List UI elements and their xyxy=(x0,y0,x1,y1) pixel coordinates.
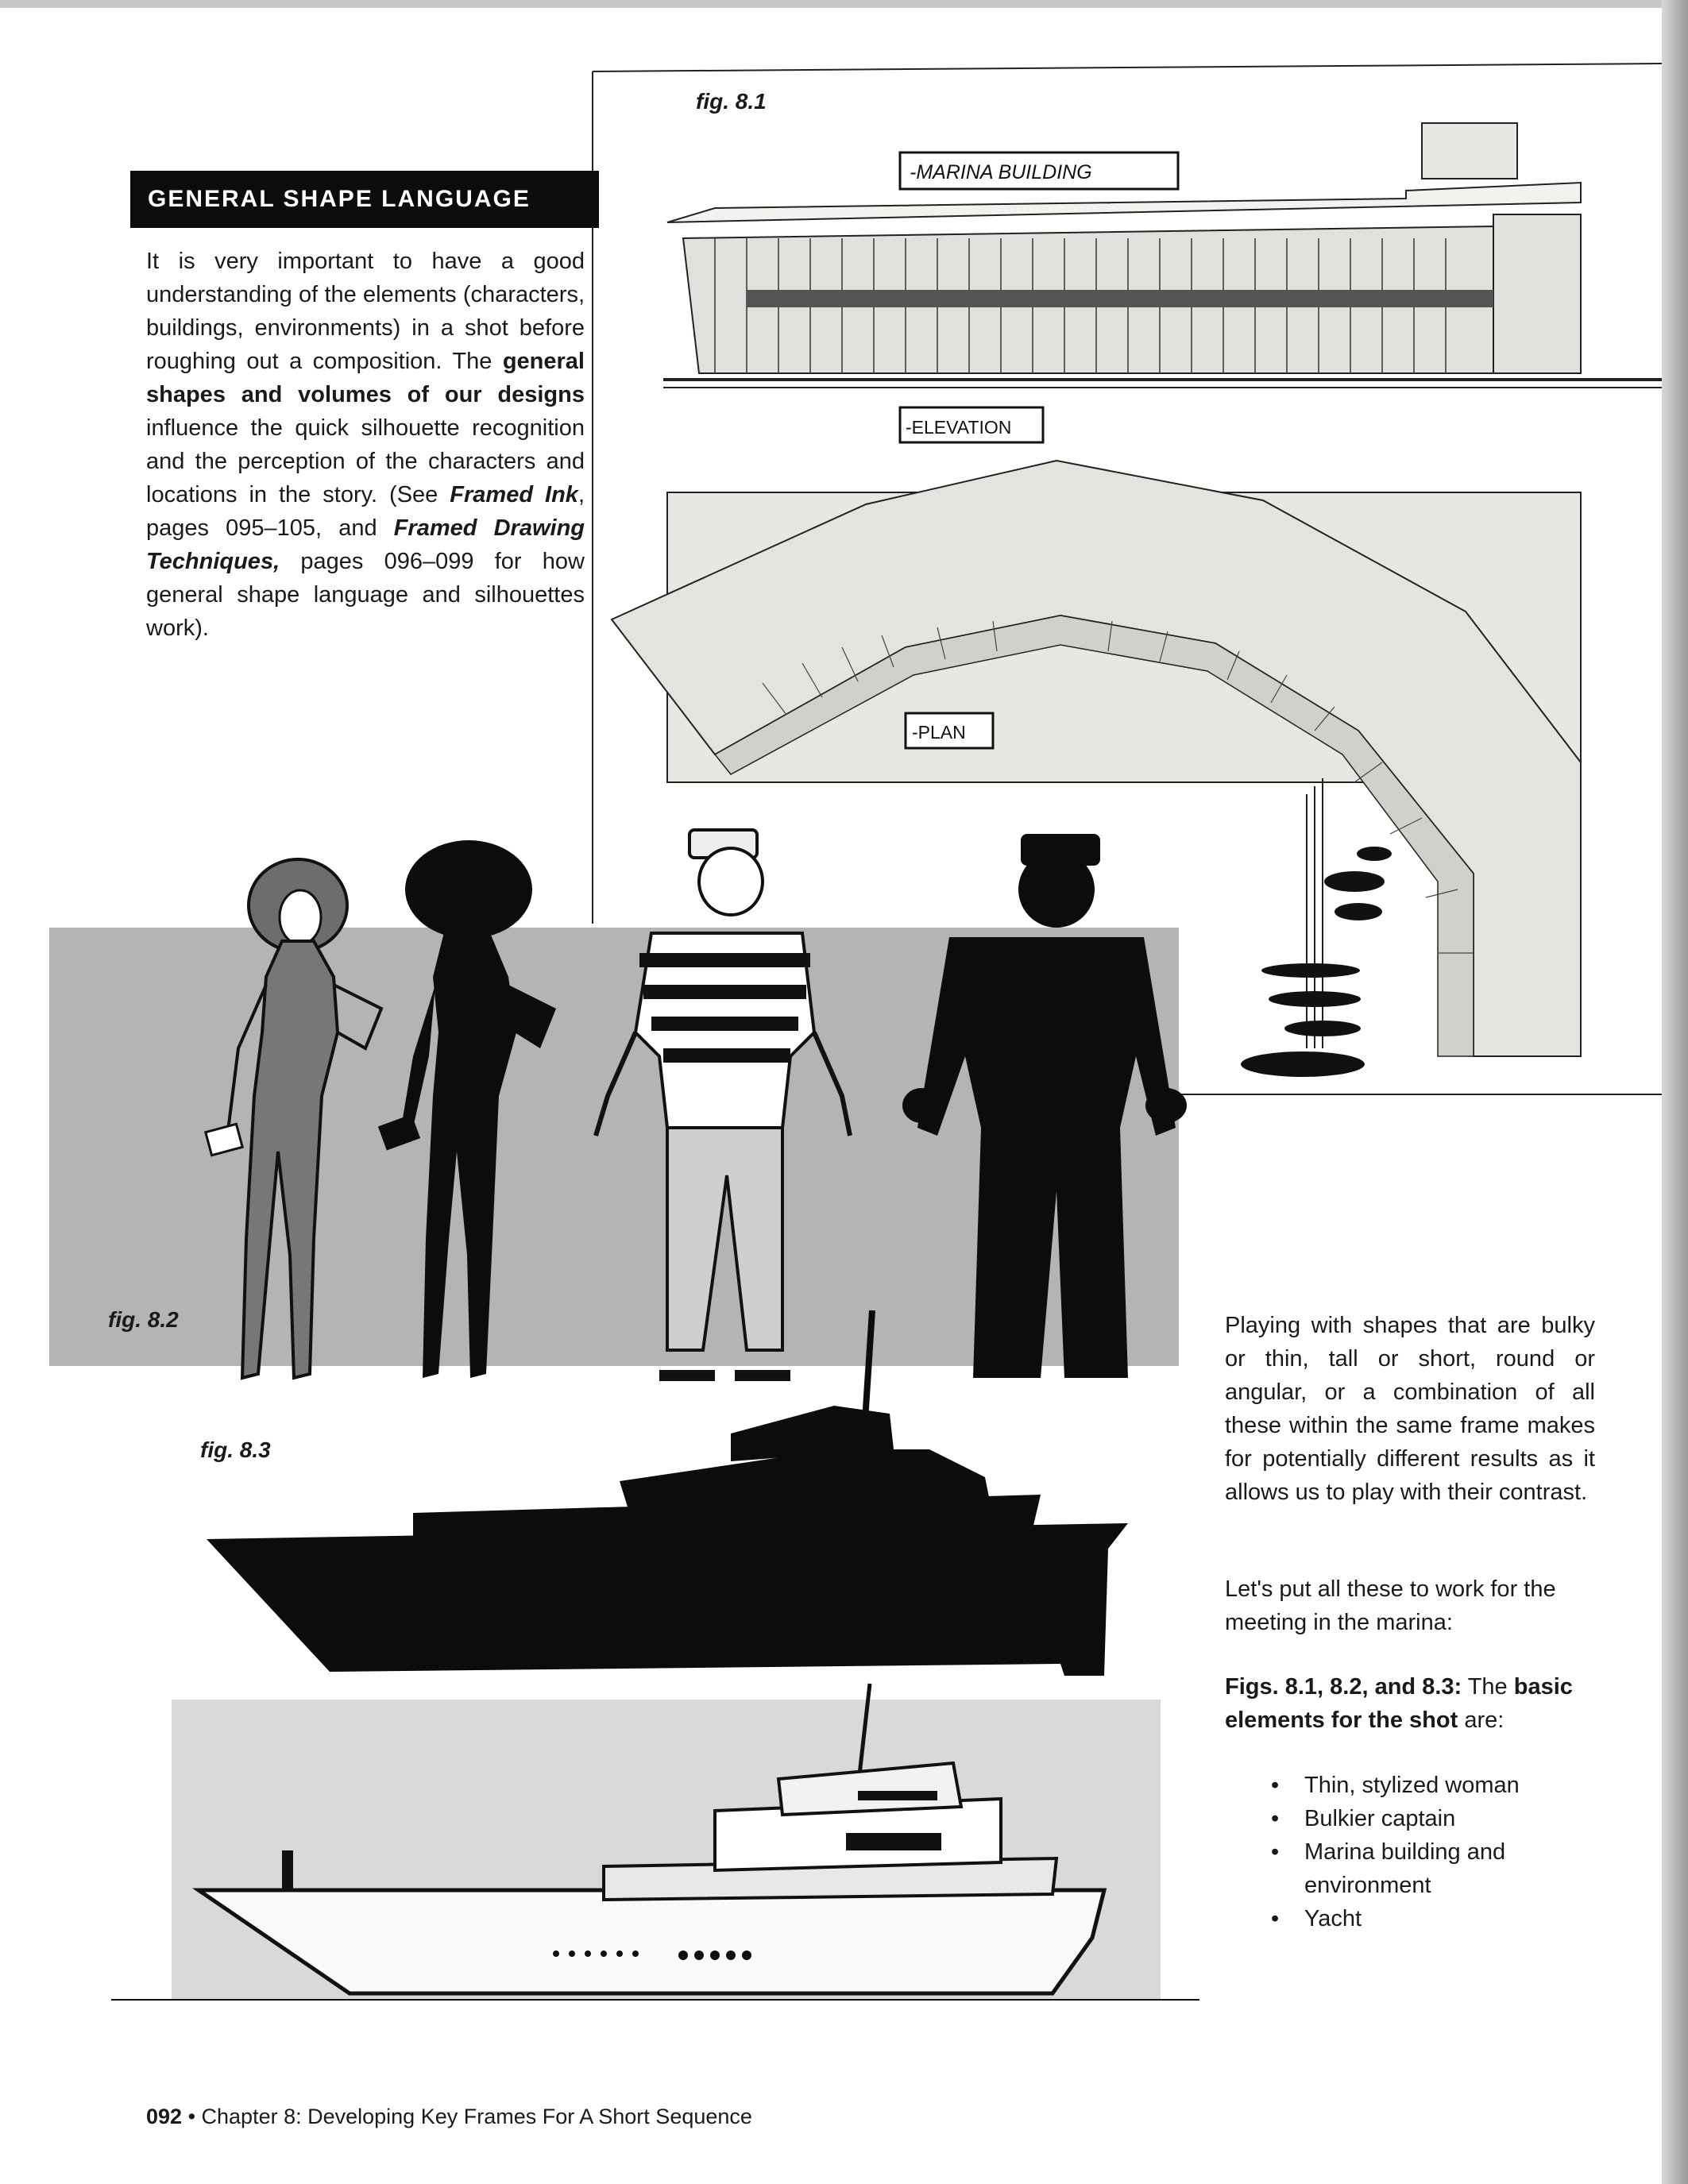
plan-label: -PLAN xyxy=(912,722,966,743)
fig-8-1-label: fig. 8.1 xyxy=(696,89,767,114)
reference-framed-drawing: Framed Drawing Techniques, xyxy=(146,515,585,574)
body-paragraph-2: Let's put all these to work for the meeting in the marina: xyxy=(1225,1576,1556,1635)
list-item: • Bulkier captain xyxy=(1265,1802,1598,1835)
list-item: • Yacht xyxy=(1265,1902,1598,1935)
page-number: 092 xyxy=(146,2105,183,2128)
yacht-silhouette xyxy=(207,1310,1128,1676)
list-item: • Thin, stylized woman xyxy=(1265,1769,1598,1802)
page-footer xyxy=(146,2105,752,2129)
captain-on-deck xyxy=(282,1850,293,1889)
body-paragraph-1: Playing with shapes that are bulky or thin, tall or short, round or angular, or a combination of all these within the same frame makes for potentially different results as it allows us to play with their contrast. xyxy=(1225,1313,1595,1505)
figs-summary: Figs. 8.1, 8.2, and 8.3: The basic elements for the shot are: xyxy=(1225,1674,1573,1733)
list-item: • Marina building and environment xyxy=(1265,1835,1598,1902)
reference-framed-ink: Framed Ink xyxy=(450,482,578,507)
figs-reference: Figs. 8.1, 8.2, and 8.3: xyxy=(1225,1674,1462,1700)
intro-paragraph: It is very important to have a good understanding of the elements (characters, buildings, environments) in a shot before roughing out a composition. The general shapes and volumes of our designs influence the quick silhouette recognition and the perception of the characters and locations in the story. (See Framed Ink, pages 095–105, and Framed Drawing Techniques, pages 096–099 for how general shape language and silhouettes work). xyxy=(146,249,585,641)
footer-separator: • xyxy=(182,2105,202,2128)
intro-bold: general shapes and volumes of our designs xyxy=(146,349,585,407)
elements-list xyxy=(1265,1769,1598,1935)
elevation-label: -ELEVATION xyxy=(906,417,1012,438)
fig-8-2-label: fig. 8.2 xyxy=(108,1307,179,1332)
building-label: -MARINA BUILDING xyxy=(910,161,1092,183)
section-heading: GENERAL SHAPE LANGUAGE xyxy=(130,171,599,228)
figs-basic-elements: basic elements for the shot xyxy=(1225,1674,1573,1733)
chapter-title: Chapter 8: Developing Key Frames For A Short Sequence xyxy=(201,2105,752,2128)
fig-8-3-label: fig. 8.3 xyxy=(200,1437,271,1462)
